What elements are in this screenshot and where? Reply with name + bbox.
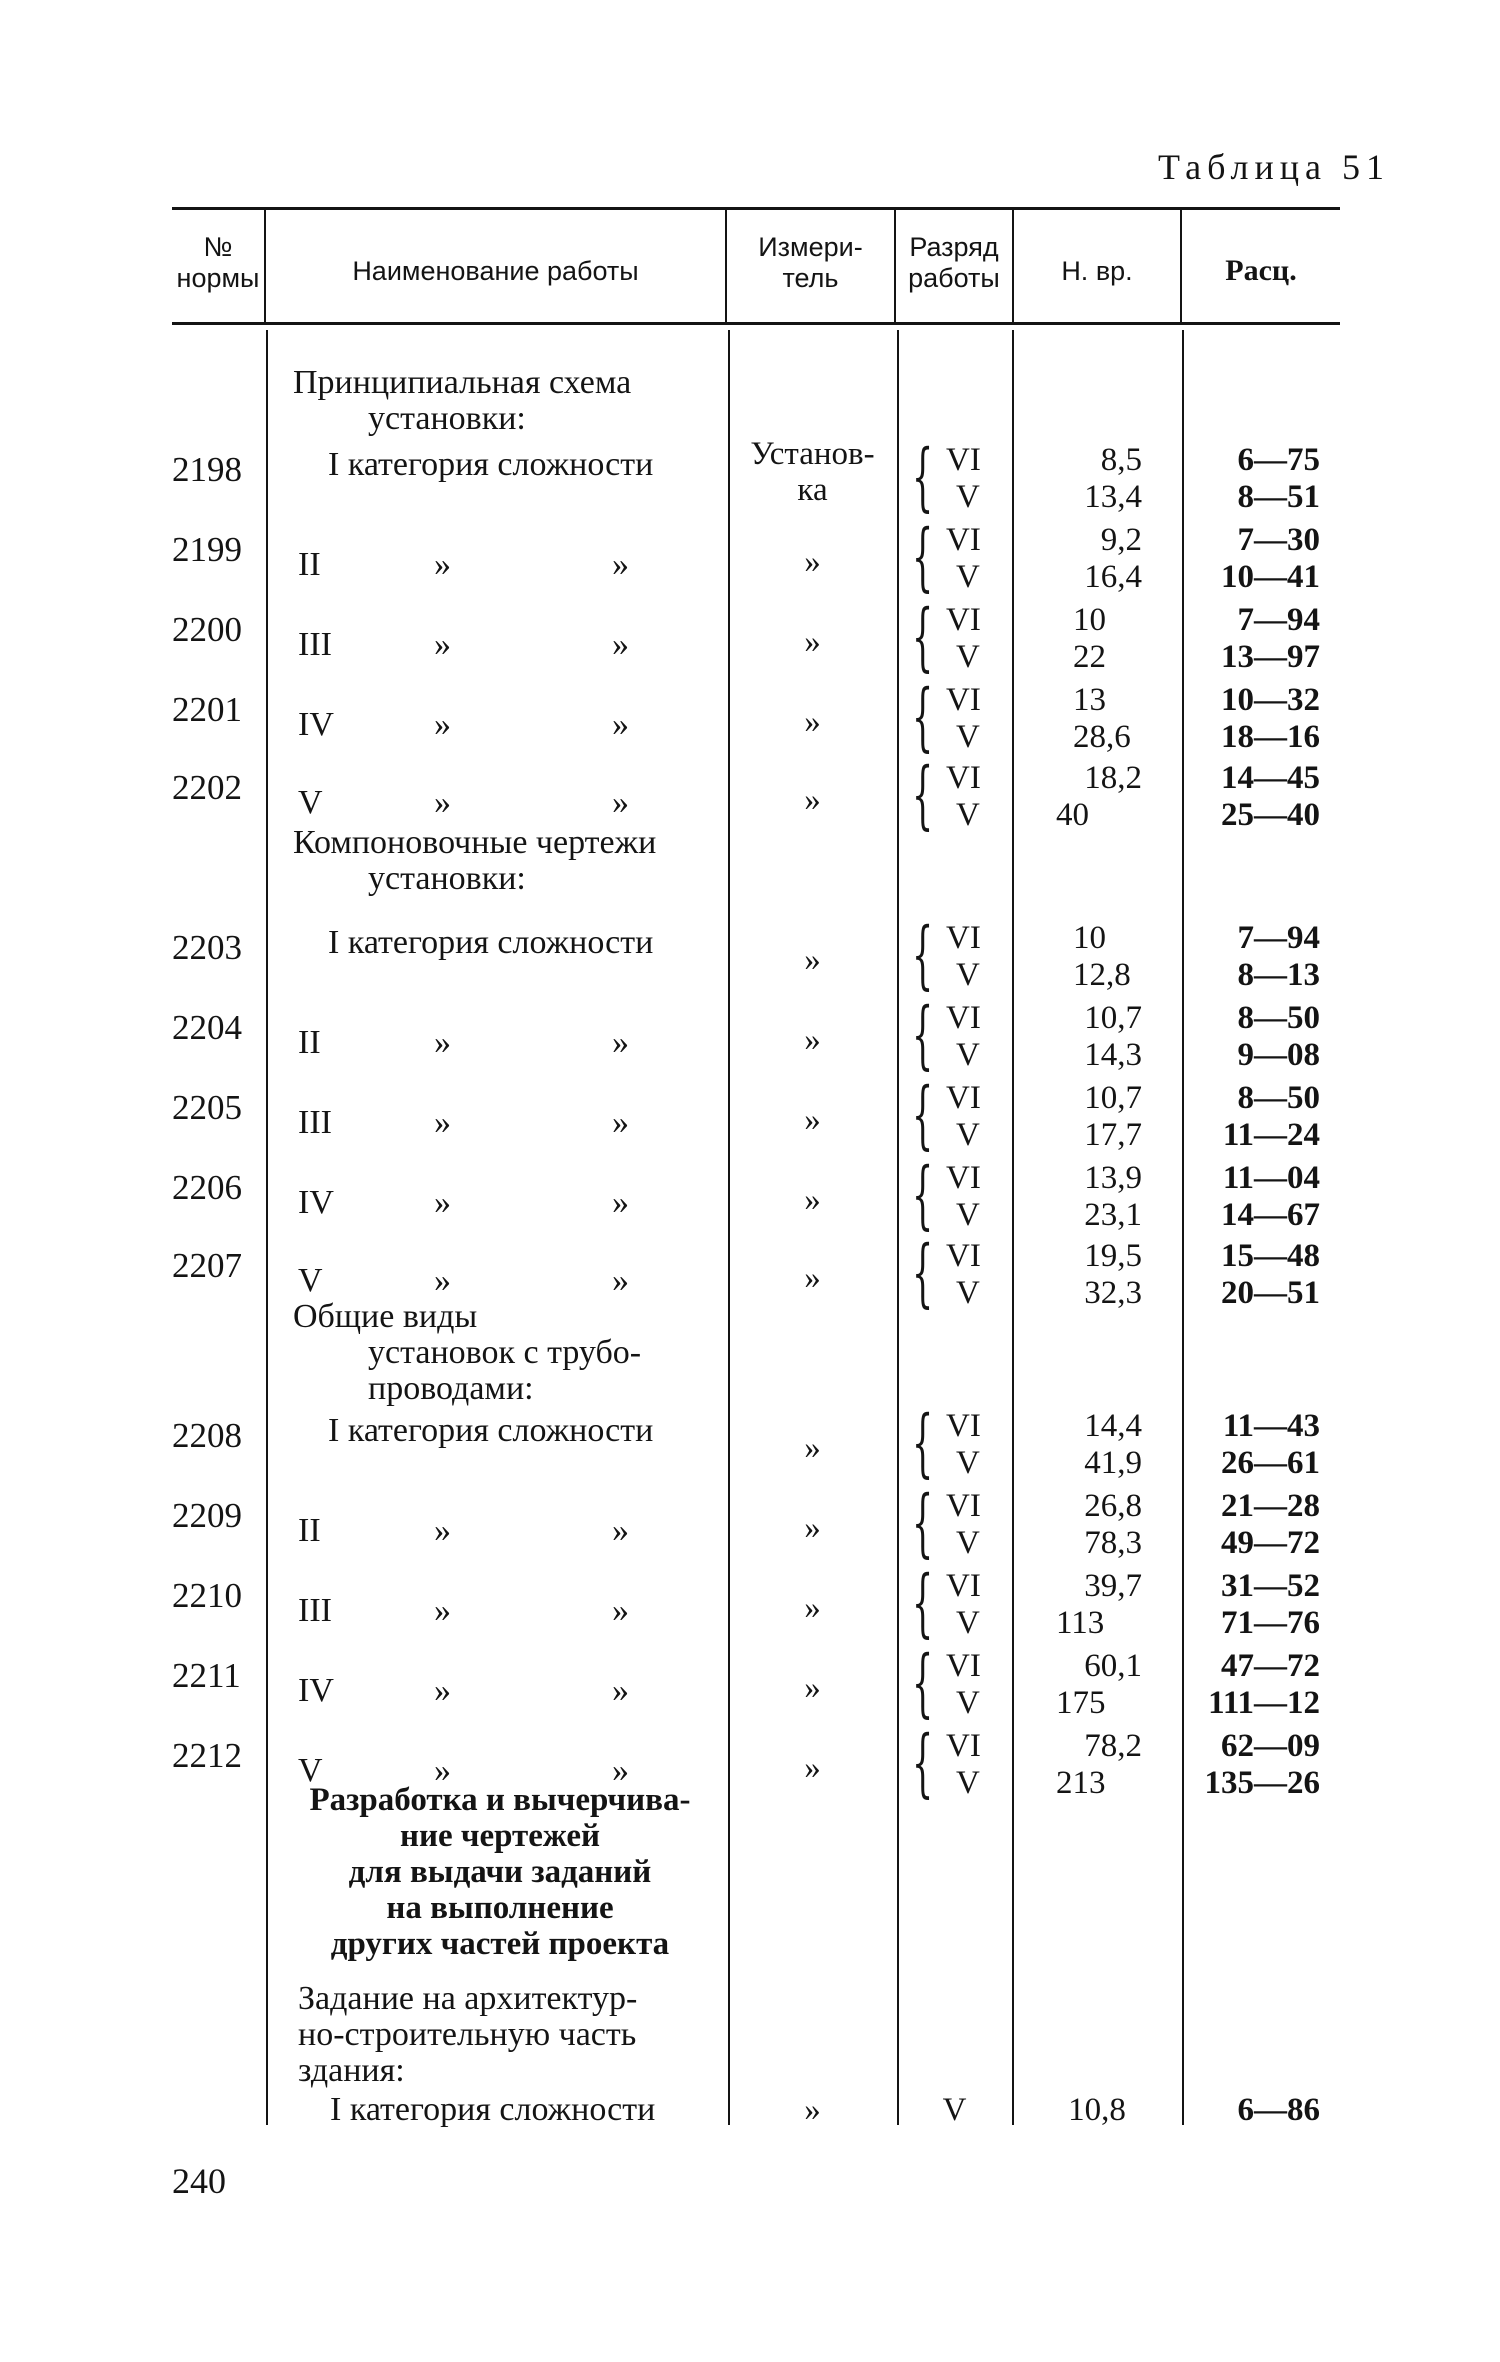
unit-cell: » xyxy=(804,1260,821,1296)
time-cell: 26,8 xyxy=(1084,1488,1142,1524)
header-grade: Разряд работы xyxy=(908,232,1000,294)
work-name: I категория сложности xyxy=(328,1412,654,1449)
ditto-mark: » xyxy=(434,706,451,743)
rate-cell: 18—16 xyxy=(1221,719,1320,755)
time-cell: 213 xyxy=(1056,1765,1106,1801)
rate-cell: 8—50 xyxy=(1237,1080,1320,1116)
rate-cell: 9—08 xyxy=(1237,1037,1320,1073)
time-cell: 17,7 xyxy=(1084,1117,1142,1153)
grade-cell: V xyxy=(956,1765,980,1801)
unit-cell: » xyxy=(804,624,821,660)
work-name: I категория сложности xyxy=(330,2091,656,2128)
ditto-mark: » xyxy=(612,706,629,743)
header-num: № нормы xyxy=(176,232,260,294)
ditto-mark: » xyxy=(434,1512,451,1549)
time-cell: 40 xyxy=(1056,797,1089,833)
page-number: 240 xyxy=(172,2161,226,2201)
grade-cell: V xyxy=(956,1275,980,1311)
ditto-mark: » xyxy=(612,1592,629,1629)
header-top-rule xyxy=(172,207,1340,210)
time-cell: 10 xyxy=(1073,602,1106,638)
time-cell: 9,2 xyxy=(1100,522,1142,558)
ditto-mark: » xyxy=(612,1262,629,1299)
unit-cell: » xyxy=(804,704,821,740)
time-cell: 39,7 xyxy=(1084,1568,1142,1604)
unit-cell: » xyxy=(804,1670,821,1706)
grade-cell: V xyxy=(956,559,980,595)
grade-cell: VI xyxy=(946,1000,981,1036)
body-divider-3 xyxy=(897,330,899,2125)
work-name: I категория сложности xyxy=(328,446,654,483)
unit-cell: ка xyxy=(797,472,828,508)
time-cell: 28,6 xyxy=(1073,719,1131,755)
grade-cell: V xyxy=(956,1445,980,1481)
bold-section-heading: других частей проекта xyxy=(330,1926,670,1962)
work-name: II xyxy=(298,1024,321,1061)
brace-icon: { xyxy=(912,1400,934,1486)
section-heading: проводами: xyxy=(368,1370,534,1407)
grade-cell: V xyxy=(956,1525,980,1561)
unit-cell: » xyxy=(804,1590,821,1626)
header-unit: Измери- тель xyxy=(758,232,863,294)
work-name: II xyxy=(298,1512,321,1549)
rate-cell: 6—86 xyxy=(1237,2092,1320,2128)
rate-cell: 10—41 xyxy=(1221,559,1320,595)
ditto-mark: » xyxy=(612,1184,629,1221)
grade-cell: VI xyxy=(946,602,981,638)
body-divider-2 xyxy=(728,330,730,2125)
norm-number: 2198 xyxy=(172,450,242,489)
work-name: III xyxy=(298,1592,332,1629)
unit-cell: » xyxy=(804,1022,821,1058)
header-rate: Расц. xyxy=(1225,254,1297,287)
work-name: IV xyxy=(298,706,334,743)
rate-cell: 21—28 xyxy=(1221,1488,1320,1524)
ditto-mark: » xyxy=(612,546,629,583)
ditto-mark: » xyxy=(434,1592,451,1629)
rate-cell: 111—12 xyxy=(1208,1685,1320,1721)
grade-cell: VI xyxy=(946,1488,981,1524)
grade-cell: VI xyxy=(946,1408,981,1444)
time-cell: 14,4 xyxy=(1084,1408,1142,1444)
time-cell: 60,1 xyxy=(1084,1648,1142,1684)
norm-number: 2203 xyxy=(172,928,242,967)
work-name: V xyxy=(298,1752,323,1789)
ditto-mark: » xyxy=(434,546,451,583)
unit-cell: Установ- xyxy=(750,436,875,472)
rate-cell: 8—51 xyxy=(1237,479,1320,515)
norm-number: 2210 xyxy=(172,1576,242,1615)
brace-icon: { xyxy=(912,1640,934,1726)
bold-section-heading: для выдачи заданий xyxy=(348,1854,652,1890)
rate-cell: 71—76 xyxy=(1221,1605,1320,1641)
time-cell: 23,1 xyxy=(1084,1197,1142,1233)
norm-number: 2205 xyxy=(172,1088,242,1127)
ditto-mark: » xyxy=(434,1104,451,1141)
norm-number: 2199 xyxy=(172,530,242,569)
section-heading: Принципиальная схема xyxy=(293,364,632,401)
ditto-mark: » xyxy=(612,1752,629,1789)
time-cell: 13,9 xyxy=(1084,1160,1142,1196)
grade-cell: V xyxy=(956,1037,980,1073)
rate-cell: 11—24 xyxy=(1222,1117,1320,1153)
bold-section-heading: Разработка и вычерчива- xyxy=(309,1782,691,1818)
ditto-mark: » xyxy=(434,1024,451,1061)
time-cell: 12,8 xyxy=(1073,957,1131,993)
work-name: IV xyxy=(298,1672,334,1709)
rate-cell: 49—72 xyxy=(1221,1525,1320,1561)
rate-cell: 135—26 xyxy=(1204,1765,1320,1801)
section-heading: установки: xyxy=(368,860,526,897)
ditto-mark: » xyxy=(612,1024,629,1061)
rate-cell: 47—72 xyxy=(1221,1648,1320,1684)
rate-cell: 6—75 xyxy=(1237,442,1320,478)
unit-cell: » xyxy=(804,1182,821,1218)
ditto-mark: » xyxy=(612,626,629,663)
grade-cell: V xyxy=(956,1117,980,1153)
rate-cell: 62—09 xyxy=(1221,1728,1320,1764)
table-caption: Таблица 51 xyxy=(1158,147,1390,187)
norm-number: 2211 xyxy=(172,1656,241,1695)
unit-cell: » xyxy=(804,1750,821,1786)
grade-cell: V xyxy=(956,1197,980,1233)
grade-cell: VI xyxy=(946,682,981,718)
header-time: Н. вр. xyxy=(1061,256,1133,286)
grade-cell: VI xyxy=(946,760,981,796)
brace-icon: { xyxy=(912,1480,934,1566)
rate-cell: 7—94 xyxy=(1237,920,1320,956)
rate-cell: 26—61 xyxy=(1221,1445,1320,1481)
time-cell: 8,5 xyxy=(1100,442,1142,478)
unit-cell: » xyxy=(804,1430,821,1466)
time-cell: 113 xyxy=(1056,1605,1105,1641)
section-heading: здания: xyxy=(298,2052,405,2089)
brace-icon: { xyxy=(912,674,934,760)
grade-cell: V xyxy=(956,719,980,755)
rate-cell: 8—50 xyxy=(1237,1000,1320,1036)
rate-cell: 7—30 xyxy=(1237,522,1320,558)
time-cell: 10,7 xyxy=(1084,1080,1142,1116)
unit-cell: » xyxy=(804,2092,821,2128)
section-heading: Задание на архитектур- xyxy=(298,1980,638,2017)
grade-cell: V xyxy=(942,2092,967,2128)
brace-icon: { xyxy=(912,434,934,520)
time-cell: 10,7 xyxy=(1084,1000,1142,1036)
ditto-mark: » xyxy=(434,1184,451,1221)
grade-cell: V xyxy=(956,1605,980,1641)
grade-cell: VI xyxy=(946,1238,981,1274)
brace-icon: { xyxy=(912,1072,934,1158)
time-cell: 41,9 xyxy=(1084,1445,1142,1481)
rate-cell: 8—13 xyxy=(1237,957,1320,993)
body-divider-1 xyxy=(266,330,268,2125)
grade-cell: V xyxy=(956,479,980,515)
norm-number: 2209 xyxy=(172,1496,242,1535)
grade-cell: VI xyxy=(946,1648,981,1684)
work-name: V xyxy=(298,1262,323,1299)
brace-icon: { xyxy=(912,752,934,838)
work-name: II xyxy=(298,546,321,583)
rate-cell: 14—67 xyxy=(1221,1197,1320,1233)
ditto-mark: » xyxy=(434,784,451,821)
bold-section-heading: ние чертежей xyxy=(399,1818,601,1854)
unit-cell: » xyxy=(804,942,821,978)
time-cell: 18,2 xyxy=(1084,760,1142,796)
time-cell: 78,2 xyxy=(1084,1728,1142,1764)
ditto-mark: » xyxy=(612,1104,629,1141)
time-cell: 16,4 xyxy=(1084,559,1142,595)
grade-cell: VI xyxy=(946,522,981,558)
rate-cell: 10—32 xyxy=(1221,682,1320,718)
norm-number: 2206 xyxy=(172,1168,242,1207)
brace-icon: { xyxy=(912,594,934,680)
time-cell: 78,3 xyxy=(1084,1525,1142,1561)
ditto-mark: » xyxy=(612,1512,629,1549)
time-cell: 175 xyxy=(1056,1685,1106,1721)
grade-cell: VI xyxy=(946,1160,981,1196)
norm-number: 2204 xyxy=(172,1008,242,1047)
work-name: III xyxy=(298,1104,332,1141)
time-cell: 13,4 xyxy=(1084,479,1142,515)
body-divider-4 xyxy=(1012,330,1014,2125)
rate-cell: 31—52 xyxy=(1221,1568,1320,1604)
time-cell: 32,3 xyxy=(1084,1275,1142,1311)
rate-cell: 7—94 xyxy=(1237,602,1320,638)
ditto-mark: » xyxy=(612,1672,629,1709)
unit-cell: » xyxy=(804,1102,821,1138)
section-heading: установок с трубо- xyxy=(368,1334,642,1371)
grade-cell: V xyxy=(956,957,980,993)
ditto-mark: » xyxy=(612,784,629,821)
grade-cell: V xyxy=(956,1685,980,1721)
rate-cell: 20—51 xyxy=(1221,1275,1320,1311)
norm-number: 2208 xyxy=(172,1416,242,1455)
rate-cell: 13—97 xyxy=(1221,639,1320,675)
norm-number: 2201 xyxy=(172,690,242,729)
brace-icon: { xyxy=(912,1152,934,1238)
bold-section-heading: на выполнение xyxy=(386,1890,614,1926)
ditto-mark: » xyxy=(434,626,451,663)
section-heading: но-строительную часть xyxy=(298,2016,637,2053)
grade-cell: V xyxy=(956,639,980,675)
time-cell: 19,5 xyxy=(1084,1238,1142,1274)
brace-icon: { xyxy=(912,514,934,600)
body-divider-5 xyxy=(1182,330,1184,2125)
section-heading: Общие виды xyxy=(293,1298,478,1335)
grade-cell: VI xyxy=(946,1728,981,1764)
grade-cell: VI xyxy=(946,1080,981,1116)
rate-cell: 11—04 xyxy=(1222,1160,1320,1196)
grade-cell: VI xyxy=(946,920,981,956)
time-cell: 14,3 xyxy=(1084,1037,1142,1073)
brace-icon: { xyxy=(912,1720,934,1806)
work-name: III xyxy=(298,626,332,663)
grade-cell: V xyxy=(956,797,980,833)
time-cell: 22 xyxy=(1073,639,1106,675)
time-cell: 10 xyxy=(1073,920,1106,956)
unit-cell: » xyxy=(804,544,821,580)
work-name: V xyxy=(298,784,323,821)
rate-cell: 14—45 xyxy=(1221,760,1320,796)
brace-icon: { xyxy=(912,912,934,998)
norm-number: 2212 xyxy=(172,1736,242,1775)
rate-cell: 15—48 xyxy=(1221,1238,1320,1274)
header-name: Наименование работы xyxy=(352,256,639,286)
grade-cell: VI xyxy=(946,1568,981,1604)
ditto-mark: » xyxy=(434,1262,451,1299)
rate-cell: 25—40 xyxy=(1221,797,1320,833)
work-name: I категория сложности xyxy=(328,924,654,961)
norm-number: 2200 xyxy=(172,610,242,649)
unit-cell: » xyxy=(804,782,821,818)
unit-cell: » xyxy=(804,1510,821,1546)
section-heading: Компоновочные чертежи xyxy=(293,824,657,861)
brace-icon: { xyxy=(912,1560,934,1646)
time-cell: 13 xyxy=(1073,682,1106,718)
header-bottom-rule xyxy=(172,322,1340,325)
grade-cell: VI xyxy=(946,442,981,478)
norm-number: 2207 xyxy=(172,1246,242,1285)
brace-icon: { xyxy=(912,1230,934,1316)
brace-icon: { xyxy=(912,992,934,1078)
time-cell: 10,8 xyxy=(1068,2092,1126,2128)
norm-number: 2202 xyxy=(172,768,242,807)
work-name: IV xyxy=(298,1184,334,1221)
rate-cell: 11—43 xyxy=(1222,1408,1320,1444)
ditto-mark: » xyxy=(434,1672,451,1709)
section-heading: установки: xyxy=(368,400,526,437)
ditto-mark: » xyxy=(434,1752,451,1789)
